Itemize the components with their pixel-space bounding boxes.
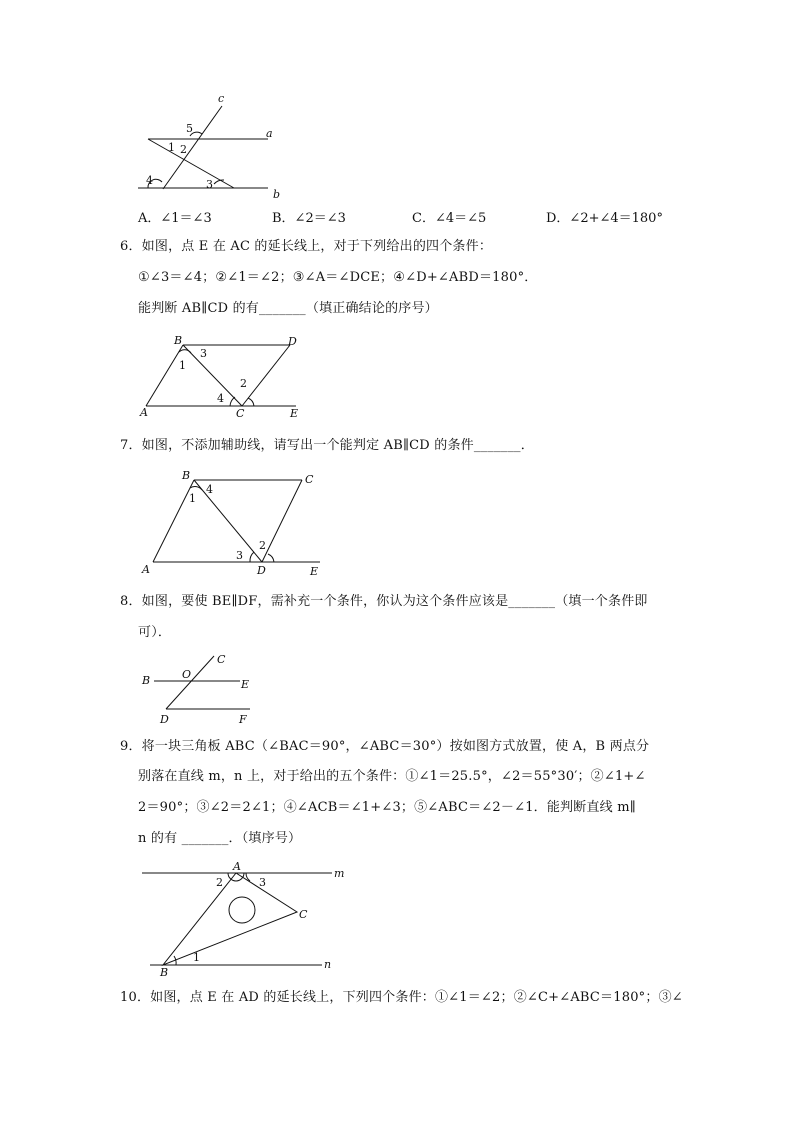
q5-option-a: A．∠1＝∠3 [138, 211, 212, 226]
q7-figure [138, 466, 333, 581]
q9-label-b: B [160, 966, 169, 979]
q7-line-1: 7．如图，不添加辅助线，请写出一个能判定 AB∥CD 的条件_______． [120, 438, 534, 453]
q9-label-3: 3 [259, 876, 266, 889]
q5-label-b: b [273, 188, 281, 201]
q6-line-1: 6．如图，点 E 在 AC 的延长线上，对于下列给出的四个条件： [120, 239, 493, 254]
q9-label-n: n [324, 958, 332, 971]
q7-label-d: D [257, 564, 266, 577]
q8-line-1: 8．如图，要使 BE∥DF，需补充一个条件，你认为这个条件应该是_______（填一个条件即 [120, 594, 648, 609]
q6-label-b: B [174, 334, 183, 347]
q9-line-1: 9．将一块三角板 ABC（∠BAC＝90°，∠ABC＝30°）按如图方式放置，使 A，B 两点分 [120, 739, 650, 754]
q6-label-4: 4 [217, 392, 224, 405]
q6-label-2: 2 [240, 377, 247, 390]
q7-label-c: C [305, 473, 314, 486]
q7-label-1: 1 [189, 492, 196, 505]
q8-label-d: D [160, 713, 169, 726]
q8-label-c: C [217, 653, 226, 666]
q5-label-c: c [218, 92, 225, 105]
q5-label-2: 2 [180, 143, 187, 156]
q6-label-3: 3 [200, 347, 207, 360]
q8-figure [138, 648, 263, 730]
q7-label-3: 3 [236, 549, 243, 562]
q5-label-5: 5 [186, 122, 193, 135]
q7-label-b: B [182, 469, 191, 482]
q5-figure [130, 90, 300, 200]
q6-figure [138, 330, 313, 425]
q5-label-a: a [266, 127, 273, 140]
q7-label-e: E [310, 565, 319, 578]
q6-line-3: 能判断 AB∥CD 的有_______（填正确结论的序号） [138, 301, 438, 316]
q7-label-a: A [142, 563, 150, 576]
q9-label-m: m [334, 867, 345, 880]
q5-option-d: D．∠2+∠4＝180° [546, 211, 663, 226]
q9-figure [138, 856, 353, 980]
q5-option-c: C．∠4＝∠5 [412, 211, 487, 226]
q5-option-b: B．∠2＝∠3 [272, 211, 346, 226]
q8-label-e: E [241, 678, 250, 691]
q6-line-2: ①∠3＝∠4；②∠1＝∠2；③∠A＝∠DCE；④∠D+∠ABD＝180°． [138, 270, 538, 285]
q6-label-e: E [290, 407, 299, 420]
q6-label-a: A [140, 406, 148, 419]
q9-label-c: C [299, 908, 308, 921]
q9-line-4: n 的有 _______．（填序号） [138, 831, 302, 846]
q5-options [138, 207, 678, 225]
q7-label-2: 2 [259, 539, 266, 552]
q5-label-3: 3 [206, 178, 213, 191]
q5-label-1: 1 [168, 141, 175, 154]
q6-label-d: D [288, 335, 297, 348]
q9-label-2: 2 [216, 876, 223, 889]
q9-label-1: 1 [193, 951, 200, 964]
q8-label-f: F [239, 713, 247, 726]
q10-line-1: 10．如图，点 E 在 AD 的延长线上，下列四个条件：①∠1＝∠2；②∠C+∠ABC＝180°；③∠ [120, 990, 683, 1005]
q8-line-2: 可）． [138, 625, 172, 640]
q8-label-o: O [182, 668, 192, 681]
q8-label-b: B [142, 674, 151, 687]
q6-label-c: C [236, 407, 245, 420]
q5-label-4: 4 [146, 174, 153, 187]
q9-line-3: 2＝90°；③∠2＝2∠1；④∠ACB＝∠1+∠3；⑤∠ABC＝∠2－∠1．能判断直线 m∥ [138, 800, 636, 815]
q9-label-a: A [233, 860, 241, 873]
q6-label-1: 1 [179, 359, 186, 372]
q9-line-2: 别落在直线 m，n 上，对于给出的五个条件：①∠1＝25.5°，∠2＝55°30′；②∠1+∠ [138, 769, 646, 784]
q7-label-4: 4 [206, 483, 213, 496]
